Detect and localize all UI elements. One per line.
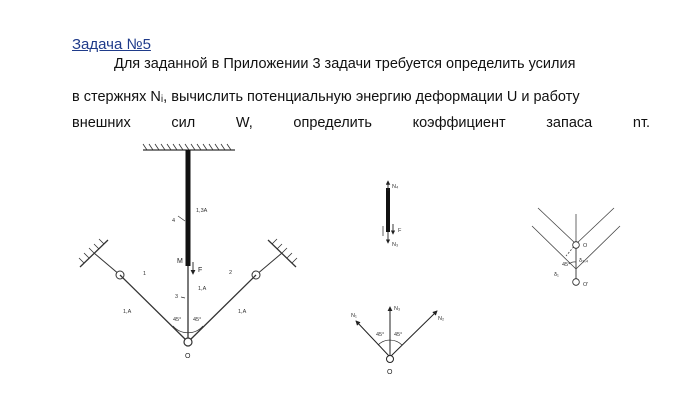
top-support-hatching xyxy=(143,144,231,150)
word: коэффициент xyxy=(412,115,506,131)
rod3-tick xyxy=(181,297,185,298)
displacement-diagram-figure xyxy=(532,208,620,285)
rod2-stiffness: 1,A xyxy=(238,309,247,315)
main-truss-labels xyxy=(123,208,247,360)
node-m-label: M xyxy=(177,258,183,265)
rod-2 xyxy=(190,275,256,340)
paragraph-line-2: в стержнях Nᵢ, вычислить потенциальную энергию деформации U и работу xyxy=(72,89,580,105)
rod4-label: 4 xyxy=(172,218,176,224)
delta1-label: δ₁ xyxy=(554,272,559,278)
rod-1 xyxy=(120,275,186,340)
right-hinge-link xyxy=(256,253,282,275)
node-o-label: O xyxy=(387,369,393,376)
n4-label: N₄ xyxy=(392,184,399,190)
node-o-prime-label: O' xyxy=(583,282,589,288)
free-body-rod-figure xyxy=(383,181,393,243)
n1-vector xyxy=(356,321,390,357)
rod1-stiffness: 1,A xyxy=(123,309,132,315)
n2-label: N₂ xyxy=(438,316,445,322)
angle-left: 45° xyxy=(376,332,385,338)
left-support-hatching xyxy=(79,239,104,263)
main-truss-figure xyxy=(79,144,297,346)
node-o xyxy=(573,242,580,249)
word: определить xyxy=(293,115,372,131)
delta3-label: δ₃,₄ xyxy=(579,258,589,264)
node-o-prime xyxy=(573,279,580,286)
right-support-hatching xyxy=(272,239,297,263)
n3-label: N₃ xyxy=(394,306,401,312)
rod1-original xyxy=(538,208,576,244)
angle-right: 45° xyxy=(193,317,202,323)
paragraph-line-1: Для заданной в Приложении 3 задачи требуется определить усилия xyxy=(114,56,576,72)
n1-label: N₁ xyxy=(351,313,357,319)
node-o-label: O xyxy=(583,243,588,249)
rod3-stiffness: 1,A xyxy=(198,286,207,292)
rod4-stiffness: 1,3A xyxy=(196,208,208,214)
word: nт. xyxy=(632,115,651,131)
rod2-original xyxy=(576,208,614,244)
angle-left: 45° xyxy=(173,317,182,323)
f-label: F xyxy=(398,228,402,234)
node-o xyxy=(387,356,394,363)
force-label: F xyxy=(198,267,203,274)
n3-label: N₃ xyxy=(392,242,399,248)
node-o-label: O xyxy=(185,353,191,360)
node-o xyxy=(184,338,192,346)
rod1-label: 1 xyxy=(143,271,147,277)
word: W, xyxy=(235,115,253,131)
rod3-label: 3 xyxy=(175,294,179,300)
word: внешних xyxy=(72,115,131,131)
word: сил xyxy=(171,115,196,131)
angle-label: 45° xyxy=(562,262,571,268)
rod4-tick xyxy=(178,216,185,221)
task-title: Задача №5 xyxy=(72,36,151,53)
left-hinge-link xyxy=(94,253,120,275)
rod2-label: 2 xyxy=(229,270,233,276)
angle-right: 45° xyxy=(394,332,403,338)
word: запаса xyxy=(546,115,593,131)
